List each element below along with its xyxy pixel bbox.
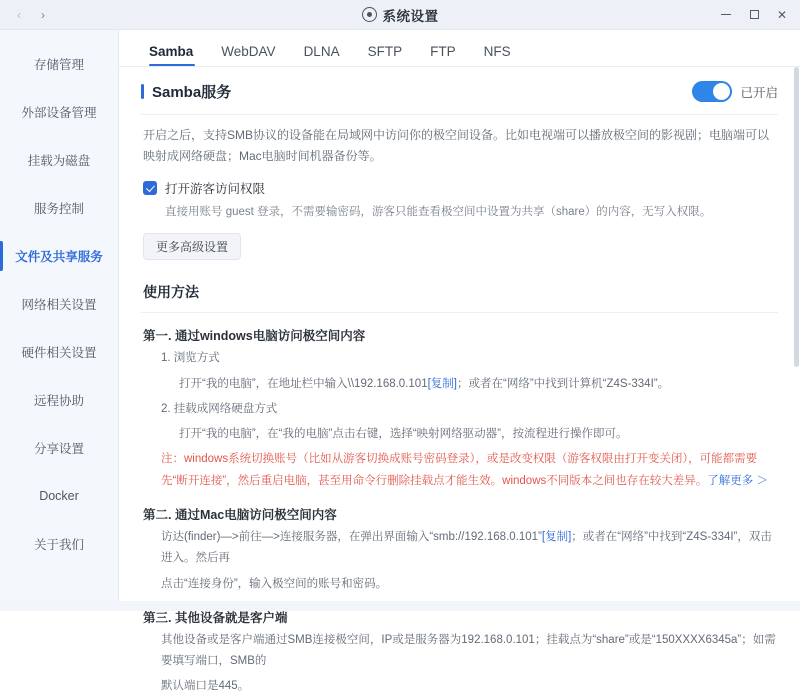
tab-nfs[interactable]: NFS — [483, 43, 511, 59]
samba-toggle-state-label: 已开启 — [740, 85, 778, 100]
window-title: 系统设置 — [382, 8, 439, 24]
maximize-button[interactable] — [740, 3, 768, 27]
window-controls — [712, 3, 800, 27]
howto-step1-line2 — [119, 370, 800, 395]
sidebar-item-about[interactable] — [0, 520, 118, 568]
howto-step1-note-text: 注：windows系统切换账号（比如从游客切换成账号密码登录），或是改变权限（游客权限由打开变关闭），可能都需要先“断开连接”，然后重启电脑，甚至用命令行删除挂载点才能生效。windows不同版本之间也存在较大差异。 — [161, 453, 758, 487]
sidebar-item-share-settings[interactable] — [0, 424, 118, 472]
tab-sftp[interactable]: SFTP — [367, 43, 403, 59]
samba-panel — [119, 67, 800, 693]
sidebar-item-mount-as-disk[interactable] — [0, 136, 118, 184]
sidebar-item-label: 分享设置 — [33, 442, 84, 456]
close-button[interactable]: ✕ — [776, 7, 788, 22]
window-title-group — [0, 5, 800, 25]
sidebar-item-remote-assist[interactable] — [0, 376, 118, 424]
sidebar-item-label: 硬件相关设置 — [21, 346, 97, 360]
sidebar-item-label: 关于我们 — [33, 538, 84, 552]
guest-access-row[interactable] — [119, 171, 800, 197]
minimize-button[interactable] — [712, 3, 740, 27]
sidebar-item-label: 外部设备管理 — [21, 106, 97, 120]
howto-step1-line2-text: 打开“我的电脑”，在地址栏中输入\\192.168.0.101 — [179, 377, 428, 390]
howto-step2-line1 — [119, 523, 800, 570]
guest-access-checkbox[interactable] — [143, 181, 157, 195]
guest-access-label: 打开游客访问权限 — [165, 182, 266, 196]
sidebar-item-docker[interactable] — [0, 472, 118, 520]
howto-step2-title: 第二. 通过Mac电脑访问极空间内容 — [143, 507, 337, 522]
samba-section-title: Samba服务 — [152, 84, 232, 101]
sidebar-item-storage[interactable] — [0, 40, 118, 88]
howto-step1-line2-tail: ；或者在“网络”中找到计算机“Z4S-334I”。 — [456, 377, 670, 390]
howto-step1-note — [119, 445, 800, 492]
main-panel — [119, 30, 800, 693]
sidebar-item-label: 存储管理 — [33, 58, 84, 72]
settings-gear-icon — [362, 7, 377, 22]
window-bottom-strip — [0, 601, 800, 611]
sidebar-item-file-sharing[interactable] — [0, 232, 118, 280]
howto-step3-title: 第三. 其他设备就是客户端 — [143, 610, 288, 625]
sidebar-item-hardware[interactable] — [0, 328, 118, 376]
section-accent-bar — [141, 84, 144, 99]
sidebar-item-network[interactable] — [0, 280, 118, 328]
samba-enable-toggle[interactable] — [692, 81, 732, 102]
sidebar-item-label: 远程协助 — [33, 394, 84, 408]
howto-step2-line1-text: 访达(finder)—>前往—>连接服务器，在弹出界面输入“smb://192.168.0.101” — [161, 530, 542, 543]
howto-step1-line1: 1. 浏览方式 — [161, 352, 220, 365]
copy-link-windows[interactable]: [复制] — [427, 377, 457, 390]
tab-webdav[interactable]: WebDAV — [221, 43, 276, 59]
howto-step1-title: 第一. 通过windows电脑访问极空间内容 — [143, 329, 366, 344]
howto-step1-line4: 打开“我的电脑”，在“我的电脑”点击右键，选择“映射网络驱动器”，按流程进行操作即可。 — [179, 428, 628, 441]
tab-bar — [119, 30, 800, 67]
title-bar — [0, 0, 800, 30]
howto-step3-line1: 其他设备或是客户端通过SMB连接极空间，IP或是服务器为192.168.0.101；挂载点为“share”或是“150XXXX6345a”；如需要填写端口，SMB的 — [161, 633, 776, 668]
howto-step3-line2: 默认端口是445。 — [161, 680, 250, 693]
tab-ftp[interactable]: FTP — [430, 43, 456, 59]
samba-section-header — [119, 67, 800, 112]
advanced-settings-button[interactable]: 更多高级设置 — [143, 233, 241, 260]
forward-button[interactable]: › — [41, 7, 45, 22]
tab-samba[interactable]: Samba — [139, 45, 207, 67]
copy-link-mac[interactable]: [复制] — [541, 530, 572, 543]
tab-dlna[interactable]: DLNA — [303, 43, 340, 59]
howto-step2-line2: 点击“连接身份”，输入极空间的账号和密码。 — [161, 577, 388, 590]
howto-step2-line1-tail: ；或者在“网络”中找到“Z4S-334I”，双击进入。然后再 — [161, 530, 772, 565]
main-scrollbar-thumb[interactable] — [794, 67, 799, 367]
sidebar-item-label: 服务控制 — [33, 202, 84, 216]
sidebar-item-external-devices[interactable] — [0, 88, 118, 136]
learn-more-link[interactable]: 了解更多 ＞ — [707, 474, 768, 487]
sidebar-item-service-control[interactable] — [0, 184, 118, 232]
sidebar — [0, 30, 119, 611]
howto-title: 使用方法 — [143, 284, 199, 301]
back-button[interactable]: ‹ — [17, 7, 21, 22]
navigation-arrows — [8, 4, 54, 26]
sidebar-item-label: 文件及共享服务 — [15, 250, 103, 264]
main-scrollbar[interactable] — [793, 67, 800, 611]
samba-description: 开启之后，支持SMB协议的设备能在局域网中访问你的极空间设备。比如电视端可以播放极空间的影视剧；电脑端可以映射成网络硬盘；Mac电脑时间机器备份等。 — [143, 128, 770, 163]
sidebar-item-label: 网络相关设置 — [21, 298, 97, 312]
samba-toggle-group — [692, 81, 778, 102]
guest-access-description: 直接用账号 guest 登录，不需要输密码，游客只能查看极空间中设置为共享（share）的内容，无写入权限。 — [165, 206, 712, 218]
howto-step1-line3: 2. 挂载成网络硬盘方式 — [161, 402, 278, 415]
sidebar-item-label: 挂载为磁盘 — [27, 154, 91, 168]
sidebar-item-label: Docker — [39, 489, 79, 503]
